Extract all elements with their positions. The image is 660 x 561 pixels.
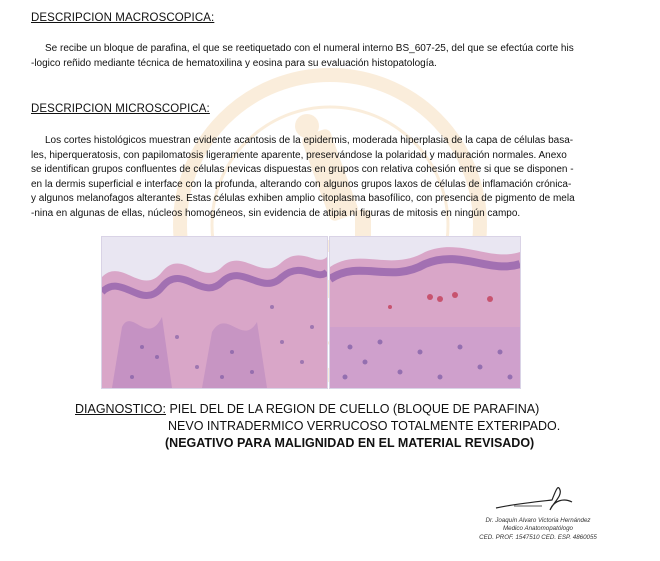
macroscopic-description [31,42,631,71]
diagnosis-specimen: PIEL DEL DE LA REGION DE CUELLO (BLOQUE DE PARAFINA) [169,402,540,416]
macroscopic-line-2: -logico reñido mediante técnica de hematoxilina y eosina para su evaluación histopatología. [31,57,437,69]
microscopic-description [31,134,631,222]
microscopic-line-3: se identifican grupos confluentes de células nevicas dispuestas en grupos con relativa cohesión entre si que se disponen - [31,164,574,176]
histology-image-high-power [329,236,521,389]
doctor-title: Medico Anatomopatólogo [503,525,573,533]
microscopic-heading: DESCRIPCION MICROSCOPICA: [31,103,210,115]
diagnosis-line-2: NEVO INTRADERMICO VERRUCOSO TOTALMENTE EXTERIPADO. [168,419,561,433]
microscopic-line-2: les, hiperqueratosis, con papilomatosis ligeramente aparente, preservándose la polaridad y maduración normales. Anexo [31,149,567,161]
microscopic-line-1: Los cortes histológicos muestran evidente acantosis de la epidermis, moderada hiperplasia de la capa de células basa- [45,135,574,146]
doctor-license-ids: CED. PROF. 1547510 CED. ESP. 4860055 [479,533,597,541]
diagnosis-line-1 [75,402,539,416]
histology-image-low-power [101,236,328,389]
microscopic-line-5: y algunos melanofagos alterantes. Estas células exhiben amplio citoplasma basofílico, con presencia de pigmento de mela [31,193,575,205]
macroscopic-line-1: Se recibe un bloque de parafina, el que se reetiquetado con el numeral interno BS_607-25, del que se efectúa corte his [45,43,574,54]
diagnosis-line-3: (NEGATIVO PARA MALIGNIDAD EN EL MATERIAL REVISADO) [165,436,535,450]
microscopic-line-6: -nina en algunas de ellas, núcleos homogéneos, sin evidencia de atipia ni figuras de mitosis en ningún campo. [31,207,521,219]
signature-block [458,517,618,542]
microscopic-line-4: en la dermis superficial e interface con la profunda, alterando con algunos grupos laxos de células de inflamación crónica- [31,178,572,190]
handwritten-signature [494,480,574,520]
doctor-name: Dr. Joaquín Alvaro Victoria Hernández [485,517,591,524]
macroscopic-heading: DESCRIPCION MACROSCOPICA: [31,12,215,24]
diagnosis-label: DIAGNOSTICO: [75,402,166,416]
